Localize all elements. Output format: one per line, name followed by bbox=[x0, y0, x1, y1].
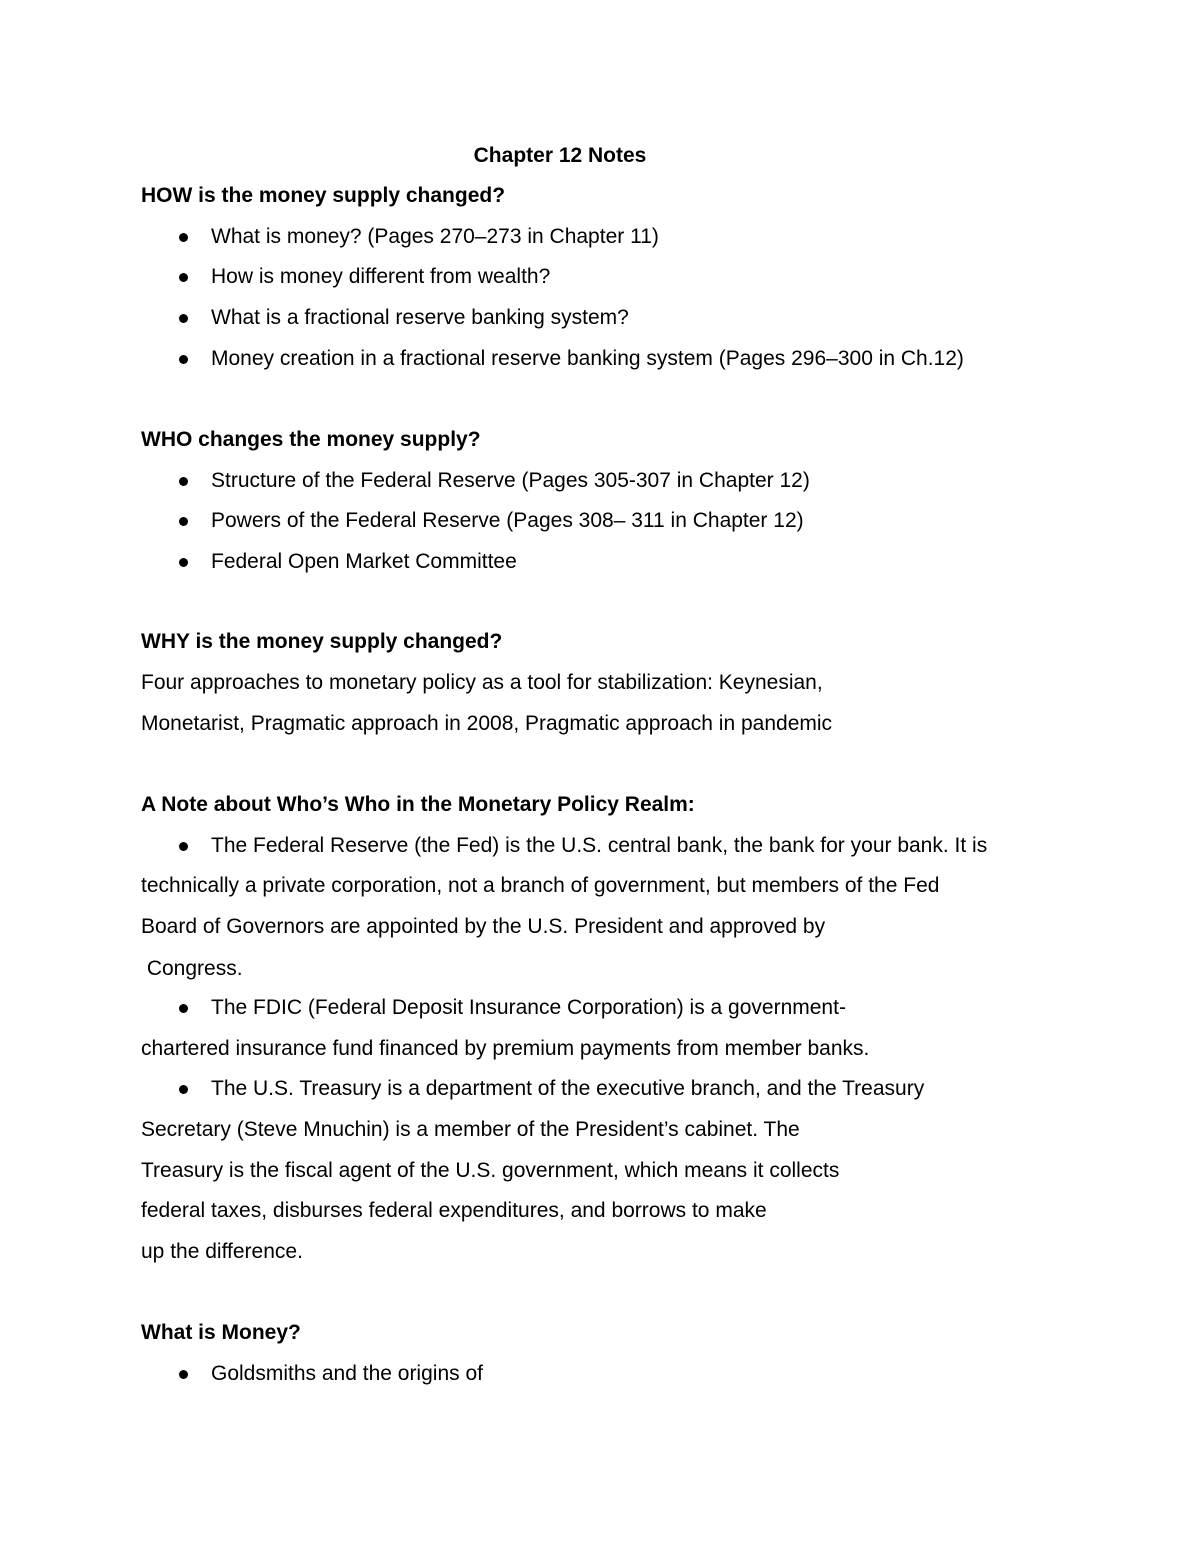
who-bullet-1: Structure of the Federal Reserve (Pages 305-307 in Chapter 12) bbox=[211, 469, 810, 492]
how-bullet-2: How is money different from wealth? bbox=[211, 265, 551, 288]
fed-paragraph-line: Board of Governors are appointed by the U.S. President and approved by bbox=[141, 915, 826, 938]
note-heading: A Note about Who’s Who in the Monetary Policy Realm: bbox=[141, 793, 695, 816]
document-title: Chapter 12 Notes bbox=[473, 144, 647, 167]
fed-bullet-first-line: The Federal Reserve (the Fed) is the U.S. central bank, the bank for your bank. It is bbox=[211, 834, 988, 857]
how-bullet-3: What is a fractional reserve banking system? bbox=[211, 306, 629, 329]
who-bullet-2: Powers of the Federal Reserve (Pages 308– 311 in Chapter 12) bbox=[211, 509, 804, 532]
why-heading: WHY is the money supply changed? bbox=[141, 630, 503, 653]
treasury-paragraph-line: Secretary (Steve Mnuchin) is a member of the President’s cabinet. The bbox=[141, 1118, 800, 1141]
fdic-paragraph-line: chartered insurance fund financed by premium payments from member banks. bbox=[141, 1037, 870, 1060]
how-bullet-4: Money creation in a fractional reserve banking system (Pages 296–300 in Ch.12) bbox=[211, 347, 964, 370]
why-paragraph-line-2: Monetarist, Pragmatic approach in 2008, Pragmatic approach in pandemic bbox=[141, 712, 833, 735]
how-bullet-1: What is money? (Pages 270–273 in Chapter 11) bbox=[211, 225, 659, 248]
bullet-icon bbox=[179, 558, 188, 567]
treasury-paragraph-line: up the difference. bbox=[141, 1240, 303, 1263]
treasury-bullet-first-line: The U.S. Treasury is a department of the executive branch, and the Treasury bbox=[211, 1077, 925, 1100]
bullet-icon bbox=[179, 233, 188, 242]
bullet-icon bbox=[179, 1004, 188, 1013]
bullet-icon bbox=[179, 355, 188, 364]
bullet-icon bbox=[179, 842, 188, 851]
who-heading: WHO changes the money supply? bbox=[141, 428, 481, 451]
why-paragraph-line-1: Four approaches to monetary policy as a tool for stabilization: Keynesian, bbox=[141, 671, 823, 694]
treasury-paragraph-line: federal taxes, disburses federal expenditures, and borrows to make bbox=[141, 1199, 767, 1222]
treasury-paragraph-line: Treasury is the fiscal agent of the U.S. government, which means it collects bbox=[141, 1159, 840, 1182]
fed-paragraph-line: technically a private corporation, not a branch of government, but members of the Fed bbox=[141, 874, 940, 897]
bullet-icon bbox=[179, 314, 188, 323]
bullet-icon bbox=[179, 273, 188, 282]
who-bullet-3: Federal Open Market Committee bbox=[211, 550, 517, 573]
fed-paragraph-line: Congress. bbox=[141, 957, 243, 980]
bullet-icon bbox=[179, 1085, 188, 1094]
bullet-icon bbox=[179, 517, 188, 526]
money-heading: What is Money? bbox=[141, 1321, 301, 1344]
bullet-icon bbox=[179, 1370, 188, 1379]
money-bullet-1: Goldsmiths and the origins of bbox=[211, 1362, 483, 1385]
bullet-icon bbox=[179, 477, 188, 486]
how-heading: HOW is the money supply changed? bbox=[141, 184, 506, 207]
fdic-bullet-first-line: The FDIC (Federal Deposit Insurance Corporation) is a government- bbox=[211, 996, 846, 1019]
